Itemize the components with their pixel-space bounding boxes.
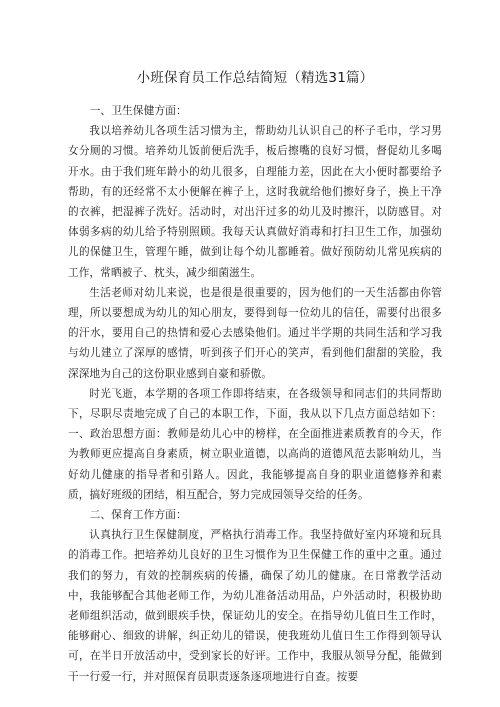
paragraph-semester-summary: 时光飞逝，本学期的各项工作即将结束，在各级领导和同志们的共同帮助下，尽职尽责地完成了自己的本职工作，下面，我从以下几点方面总结如下：一、政治思想方面：教师是幼儿心中的榜样，在全面推进素质教育的今天，作为教师更应提高自身素质，树立职业道德，以高尚的道德风范去影响幼儿，当好幼儿健康的指导者和引路人。因此，我能够提高自身的职业道德修养和素质，搞好班级的团结，相互配合，努力完成园领导交给的任务。 [68,387,442,501]
paragraph-childcare-work: 认真执行卫生保健制度，严格执行消毒工作。我坚持做好室内环境和玩具的消毒工作。把培养幼儿良好的卫生习惯作为卫生保健工作的重中之重。通过我们的努力，有效的控制疾病的传播，确保了幼儿的健康。在日常教学活动中，我能够配合其他老师工作，为幼儿准备活动用品，户外活动时，积极协助老师组织活动，做到眼疾手快，保证幼儿的安全。在指导幼儿值日生工作时，能够耐心、细致的讲解，纠正幼儿的错误，使我班幼儿值日生工作得到领导认可，在半日开放活动中，受到家长的好评。工作中，我服从领导分配，能做到干一行爱一行，并对照保育员职责逐条逐项地进行自查。按要 [68,529,442,683]
paragraph-hygiene-habits: 我以培养幼儿各项生活习惯为主，帮助幼儿认识自己的杯子毛巾，学习男女分厕的习惯。培养幼儿饭前便后洗手，板后擦嘴的良好习惯，督促幼儿多喝开水。由于我们班年龄小的幼儿很多，自理能力差，因此在大小便时都要给予帮助，有的还经常不太小便解在裤子上，这时我就给他们擦好身子，换上干净的衣裤，把湿裤子洗好。活动时，对出汗过多的幼儿及时擦汗，以防感冒。对体弱多病的幼儿给予特别照顾。我每天认真做好消毒和打扫卫生工作，加强幼儿的保健卫生，管理午睡，做到让每个幼儿都睡着。做好预防幼儿常见疾病的工作，常晒被子、枕头，减少细菌滋生。 [68,125,442,279]
document-title: 小班保育员工作总结简短（精选31篇） [136,70,374,86]
document-body [68,101,442,687]
section-heading-childcare: 二、保育工作方面： [89,508,187,522]
paragraph-teacher-role: 生活老师对幼儿来说，也是很是很重要的，因为他们的一天生活都由你管理，所以要想成为幼儿的知心朋友，要得到每一位幼儿的信任，需要付出很多的汗水，要用自己的热情和爱心去感染他们。通过半学期的共同生活和学习我与幼儿建立了深厚的感情，听到孩子们开心的笑声，看到他们甜甜的笑脸，我深深地为自己的这份职业感到自豪和骄傲。 [68,286,442,380]
section-heading-hygiene: 一、卫生保健方面： [89,104,187,117]
